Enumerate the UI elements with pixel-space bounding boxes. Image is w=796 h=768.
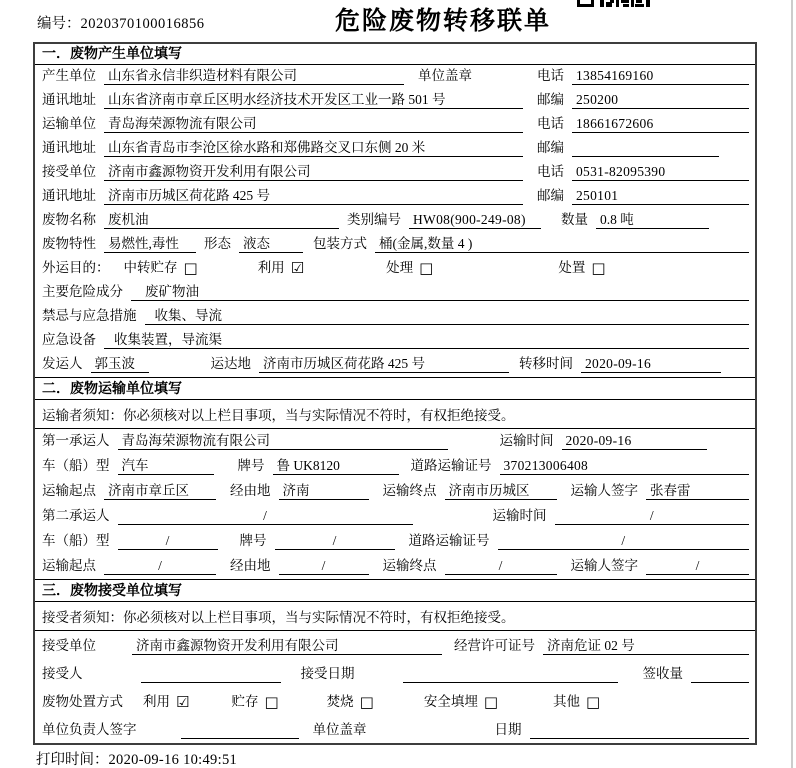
checkbox-icon: □ (419, 259, 434, 277)
field-label: 道路运输证号 (410, 458, 492, 473)
field-label: 电话 (537, 116, 564, 131)
row-vehicle-2 (35, 529, 755, 554)
section-producer (35, 44, 755, 377)
checkbox-transfer-storage (124, 259, 198, 277)
field-label: 运输终点 (382, 558, 437, 573)
field-value: / (498, 532, 750, 550)
manifest-form (33, 42, 757, 745)
row-shipper (35, 353, 755, 377)
field-value: 250200 (572, 91, 749, 109)
checkbox-icon: □ (483, 693, 499, 711)
row-responsible-signature (35, 715, 755, 743)
row-transporter-address (35, 137, 755, 161)
checkbox-landfill (424, 693, 498, 711)
row-receiver-address (35, 185, 755, 209)
field-label: 第二承运人 (42, 508, 110, 523)
checkbox-utilize (143, 693, 189, 711)
field-value: 汽车 (118, 457, 214, 475)
field-value: 2020-09-16 (581, 355, 721, 373)
field-value: 济南市章丘区 (104, 482, 216, 500)
field-value: 山东省济南市章丘区明水经济技术开发区工业一路 501 号 (104, 91, 523, 109)
field-value: 鲁 UK8120 (273, 457, 399, 475)
field-label: 废物特性 (42, 236, 96, 251)
field-label: 电话 (537, 164, 564, 179)
checkbox-label: 处理 (386, 260, 414, 275)
row-emergency-equipment (35, 329, 755, 353)
field-label: 运输人签字 (570, 483, 638, 498)
field-value: 2020-09-16 (562, 432, 707, 450)
field-label: 日期 (494, 722, 522, 737)
field-label: 单位盖章 (312, 722, 367, 737)
field-label: 接受单位 (42, 638, 96, 653)
field-label: 运输单位 (42, 116, 96, 131)
checkbox-icon: □ (359, 693, 374, 711)
field-label: 签收量 (642, 666, 683, 681)
field-label: 应急设备 (42, 332, 96, 347)
field-label: 经营许可证号 (454, 638, 535, 653)
section-receiver (35, 579, 755, 743)
checkbox-icon: □ (264, 693, 279, 711)
checkbox-checked-icon: ☑ (290, 259, 305, 277)
row-hazard-components (35, 281, 755, 305)
field-label: 废物处置方式 (42, 694, 123, 709)
row-acceptor (35, 659, 755, 687)
field-label: 道路运输证号 (408, 533, 490, 548)
row-vehicle-1 (35, 454, 755, 479)
field-value: 收集装置，导流渠 (104, 331, 749, 349)
serial-label: 编号： (37, 16, 81, 32)
checkbox-treat (386, 259, 433, 277)
checkbox-utilize (258, 259, 304, 277)
field-value: 张春雷 (646, 482, 749, 500)
field-value: 废机油 (104, 211, 339, 229)
checkbox-label: 利用 (143, 694, 170, 709)
field-value: / (104, 557, 216, 575)
field-value: 桶(金属,数量 4 ) (375, 235, 749, 253)
field-label: 通讯地址 (42, 188, 96, 203)
field-value: / (275, 532, 395, 550)
field-value: 济南市鑫源物资开发利用有限公司 (104, 163, 523, 181)
field-value: 山东省青岛市李沧区徐水路和郑佛路交叉口东侧 20 米 (104, 139, 523, 157)
print-time-line (36, 748, 237, 768)
field-value: 青岛海荣源物流有限公司 (104, 115, 523, 133)
blank-underline (181, 721, 299, 739)
field-value: / (555, 507, 750, 525)
field-label: 转移时间 (519, 356, 573, 371)
field-value: 山东省永信非织造材料有限公司 (104, 67, 404, 85)
field-label: 产生单位 (42, 68, 96, 83)
field-value: / (118, 532, 218, 550)
field-label: 形态 (204, 236, 231, 251)
field-value: 济南市历城区荷花路 425 号 (104, 187, 523, 205)
field-label: 邮编 (537, 140, 564, 155)
field-value: 易燃性,毒性 (104, 235, 196, 253)
field-label: 运输起点 (42, 558, 96, 573)
checkbox-label: 焚烧 (326, 694, 354, 709)
field-label: 电话 (537, 68, 564, 83)
field-value: 青岛海荣源物流有限公司 (118, 432, 448, 450)
row-first-carrier (35, 429, 755, 454)
field-value: / (118, 507, 413, 525)
row-route-2 (35, 554, 755, 579)
page-edge-divider (791, 0, 793, 768)
field-label: 牌号 (237, 458, 265, 473)
field-label: 外运目的： (42, 260, 110, 275)
field-label: 通讯地址 (42, 92, 96, 107)
field-label: 运输时间 (492, 508, 547, 523)
field-value: 郭玉波 (91, 355, 149, 373)
row-accept-unit (35, 631, 755, 659)
field-label: 接受人 (42, 666, 83, 681)
section3-header: 三．废物接受单位填写 (35, 579, 755, 602)
field-value: 济南危证 02 号 (543, 637, 749, 655)
field-label: 邮编 (537, 92, 564, 107)
blank-underline (691, 665, 749, 683)
page-title: 危险废物转移联单 (334, 7, 551, 35)
section1-header: 一．废物产生单位填写 (35, 44, 755, 65)
field-label: 接受日期 (300, 666, 355, 681)
field-label: 数量 (561, 212, 588, 227)
row-transfer-purpose (35, 257, 755, 281)
field-value: 0531-82095390 (572, 163, 749, 181)
field-value: 0.8 吨 (596, 211, 709, 229)
checkbox-checked-icon: ☑ (176, 693, 190, 711)
section-transporter (35, 377, 755, 579)
field-value: 济南市历城区 (445, 482, 557, 500)
checkbox-label: 安全填埋 (423, 694, 478, 709)
field-label: 第一承运人 (42, 433, 110, 448)
receiver-notice: 接受者须知：你必须核对以上栏目事项，当与实际情况不符时，有权拒绝接受。 (35, 602, 755, 631)
field-label: 单位负责人签字 (42, 722, 137, 737)
row-producer (35, 65, 755, 89)
blank-underline (403, 665, 618, 683)
field-label: 牌号 (239, 533, 267, 548)
row-second-carrier (35, 504, 755, 529)
field-label: 包装方式 (313, 236, 367, 251)
field-label: 经由地 (230, 558, 271, 573)
field-label: 运输人签字 (570, 558, 638, 573)
row-route-1 (35, 479, 755, 504)
print-time-label: 打印时间： (36, 752, 109, 768)
field-value: 18661672606 (572, 115, 749, 133)
field-value: 370213006408 (500, 457, 750, 475)
qr-code-fragment (577, 0, 651, 10)
field-label: 单位盖章 (418, 68, 472, 83)
row-producer-address (35, 89, 755, 113)
checkbox-other (553, 693, 600, 711)
field-label: 车（船）型 (42, 533, 110, 548)
checkbox-label: 中转贮存 (123, 260, 178, 275)
field-label: 运输时间 (499, 433, 554, 448)
serial-number: 2020370100016856 (80, 16, 205, 32)
field-value: 济南市鑫源物资开发利用有限公司 (132, 637, 442, 655)
blank-underline (572, 139, 719, 157)
blank-underline (530, 721, 750, 739)
field-label: 禁忌与应急措施 (42, 308, 137, 323)
blank-underline (141, 665, 281, 683)
row-transporter (35, 113, 755, 137)
field-label: 通讯地址 (42, 140, 96, 155)
transporter-notice: 运输者须知：你必须核对以上栏目事项，当与实际情况不符时，有权拒绝接受。 (35, 400, 755, 429)
section2-header: 二．废物运输单位填写 (35, 377, 755, 400)
print-time-value: 2020-09-16 10:49:51 (108, 752, 238, 768)
field-value: 济南 (279, 482, 369, 500)
field-value: HW08(900-249-08) (409, 211, 541, 229)
field-value: / (445, 557, 557, 575)
field-value: 液态 (239, 235, 303, 253)
field-label: 发运人 (42, 356, 83, 371)
field-value: 250101 (572, 187, 749, 205)
row-disposal-method (35, 687, 755, 715)
field-label: 主要危险成分 (42, 284, 123, 299)
field-label: 运达地 (210, 356, 251, 371)
field-value: 13854169160 (572, 67, 749, 85)
field-value: 废矿物油 (131, 283, 749, 301)
field-label: 车（船）型 (42, 458, 110, 473)
checkbox-incinerate (327, 693, 374, 711)
checkbox-icon: □ (586, 693, 601, 711)
field-value: / (279, 557, 369, 575)
field-label: 运输起点 (42, 483, 96, 498)
row-waste-name (35, 209, 755, 233)
checkbox-label: 处置 (558, 260, 586, 275)
field-label: 类别编号 (347, 212, 401, 227)
checkbox-icon: □ (183, 259, 198, 277)
field-value: 收集、导流 (145, 307, 750, 325)
field-value: / (646, 557, 749, 575)
checkbox-label: 其他 (553, 694, 581, 709)
row-receiver (35, 161, 755, 185)
checkbox-label: 利用 (257, 260, 285, 275)
field-value: 济南市历城区荷花路 425 号 (259, 355, 509, 373)
field-label: 经由地 (230, 483, 271, 498)
field-label: 邮编 (537, 188, 564, 203)
checkbox-store (231, 693, 278, 711)
checkbox-dispose (558, 259, 605, 277)
checkbox-label: 贮存 (231, 694, 259, 709)
row-waste-properties (35, 233, 755, 257)
row-emergency-measures (35, 305, 755, 329)
field-label: 废物名称 (42, 212, 96, 227)
field-label: 运输终点 (382, 483, 437, 498)
checkbox-icon: □ (591, 259, 606, 277)
field-label: 接受单位 (42, 164, 96, 179)
